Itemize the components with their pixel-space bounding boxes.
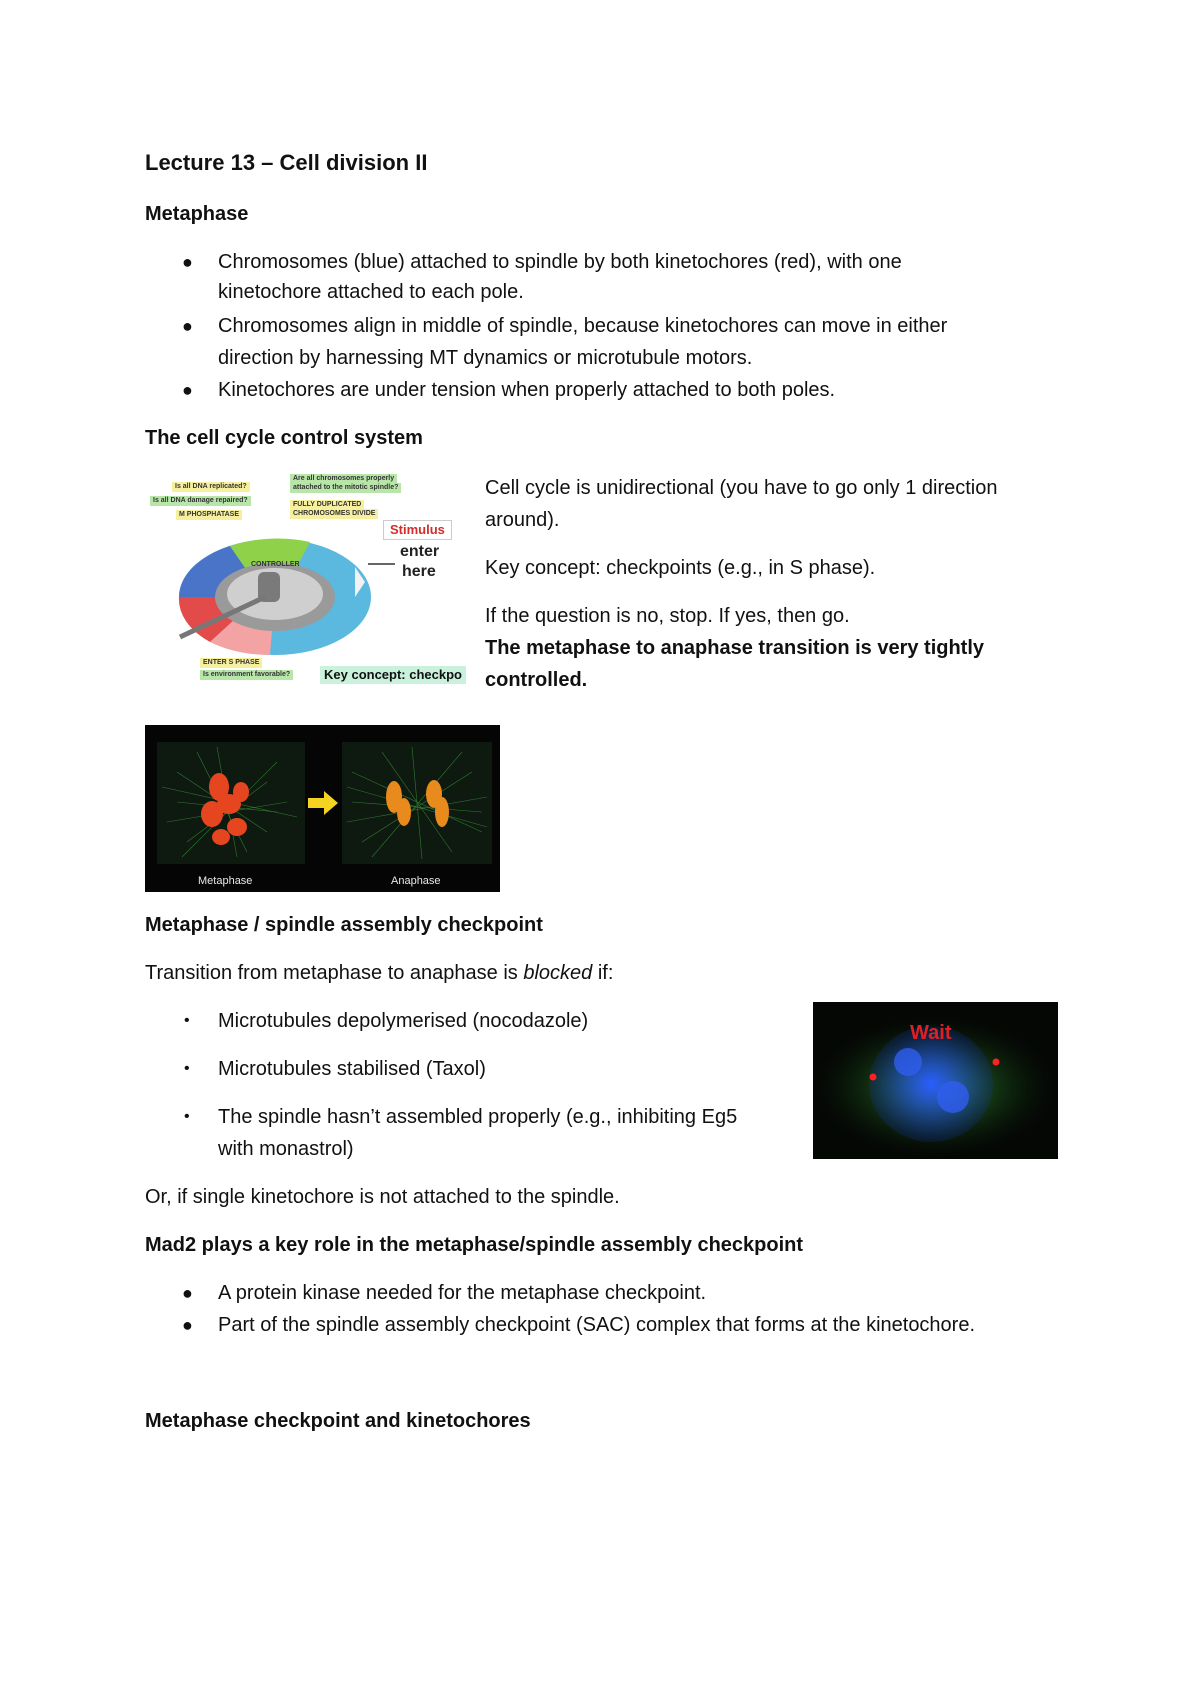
mad2-heading: Mad2 plays a key role in the metaphase/spindle assembly checkpoint xyxy=(145,1234,804,1256)
diagram-note: Is all DNA replicated? xyxy=(172,482,250,492)
anaphase-caption: Anaphase xyxy=(391,875,441,887)
diagram-note: ENTER S PHASE xyxy=(200,658,262,668)
cell-cycle-diagram xyxy=(150,472,470,684)
bullet-icon: ● xyxy=(182,380,193,400)
diagram-note: CONTROLLER xyxy=(251,561,300,568)
anaphase-panel xyxy=(342,742,492,864)
bullet-icon: ● xyxy=(182,316,193,336)
metaphase-caption: Metaphase xyxy=(198,875,253,887)
diagram-note: M PHOSPHATASE xyxy=(176,510,242,520)
stimulus-label: Stimulus xyxy=(383,520,452,540)
sac-intro-emphasis: blocked xyxy=(523,962,593,984)
list-item: Chromosomes align in middle of spindle, because kinetochores can move in either xyxy=(218,315,948,337)
kinetochore-dot xyxy=(870,1074,877,1081)
diagram-note: attached to the mitotic spindle? xyxy=(290,483,401,493)
bullet-icon: • xyxy=(184,1108,190,1125)
list-item: with monastrol) xyxy=(218,1138,354,1160)
list-item: Chromosomes (blue) attached to spindle by both kinetochores (red), with one xyxy=(218,251,902,273)
metaphase-anaphase-image xyxy=(145,725,500,892)
bullet-icon: • xyxy=(184,1012,190,1029)
here-label: here xyxy=(402,563,436,580)
control-text-line: around). xyxy=(485,509,560,531)
bullet-icon: ● xyxy=(182,1283,193,1303)
control-heading: The cell cycle control system xyxy=(145,427,423,449)
diagram-note: Is environment favorable? xyxy=(200,670,293,680)
control-text-line: If the question is no, stop. If yes, then go. xyxy=(485,605,850,627)
wait-label: Wait xyxy=(910,1022,952,1044)
diagram-note: Are all chromosomes properly xyxy=(290,474,397,484)
diagram-note: Is all DNA damage repaired? xyxy=(150,496,251,506)
final-heading: Metaphase checkpoint and kinetochores xyxy=(145,1410,531,1432)
anaphase-spindle xyxy=(342,742,492,864)
kinetochore-dot xyxy=(993,1059,1000,1066)
arrow-right-icon xyxy=(308,791,338,815)
list-item: The spindle hasn’t assembled properly (e.g., inhibiting Eg5 xyxy=(218,1106,738,1128)
enter-label: enter xyxy=(400,543,440,560)
metaphase-heading: Metaphase xyxy=(145,203,249,225)
bullet-icon: • xyxy=(184,1060,190,1077)
control-text-line: Key concept: checkpoints (e.g., in S phase). xyxy=(485,557,876,579)
control-text-line: Cell cycle is unidirectional (you have to go only 1 direction xyxy=(485,477,998,499)
list-item: Microtubules stabilised (Taxol) xyxy=(218,1058,486,1080)
control-text-line: controlled. xyxy=(485,669,588,691)
metaphase-spindle xyxy=(157,742,305,864)
diagram-note: CHROMOSOMES DIVIDE xyxy=(290,509,378,519)
list-item: A protein kinase needed for the metaphase checkpoint. xyxy=(218,1282,707,1304)
list-item: direction by harnessing MT dynamics or microtubule motors. xyxy=(218,347,753,369)
sac-intro xyxy=(145,958,613,988)
list-item: Part of the spindle assembly checkpoint (SAC) complex that forms at the kinetochore. xyxy=(218,1314,976,1336)
list-item: Microtubules depolymerised (nocodazole) xyxy=(218,1010,589,1032)
diagram-note: FULLY DUPLICATED xyxy=(290,500,364,510)
sac-heading: Metaphase / spindle assembly checkpoint xyxy=(145,914,543,936)
list-item: kinetochore attached to each pole. xyxy=(218,281,524,303)
bullet-icon: ● xyxy=(182,252,193,272)
wait-image xyxy=(813,1002,1058,1159)
key-concept-label: Key concept: checkpo xyxy=(320,666,466,684)
or-line: Or, if single kinetochore is not attached to the spindle. xyxy=(145,1186,620,1208)
sac-intro-text: Transition from metaphase to anaphase is xyxy=(145,962,524,984)
sac-intro-text-end: if: xyxy=(592,962,614,984)
page-title: Lecture 13 – Cell division II xyxy=(145,150,428,175)
bullet-icon: ● xyxy=(182,1315,193,1335)
metaphase-panel xyxy=(157,742,305,864)
control-text-line: The metaphase to anaphase transition is very tightly xyxy=(485,637,985,659)
list-item: Kinetochores are under tension when properly attached to both poles. xyxy=(218,379,836,401)
